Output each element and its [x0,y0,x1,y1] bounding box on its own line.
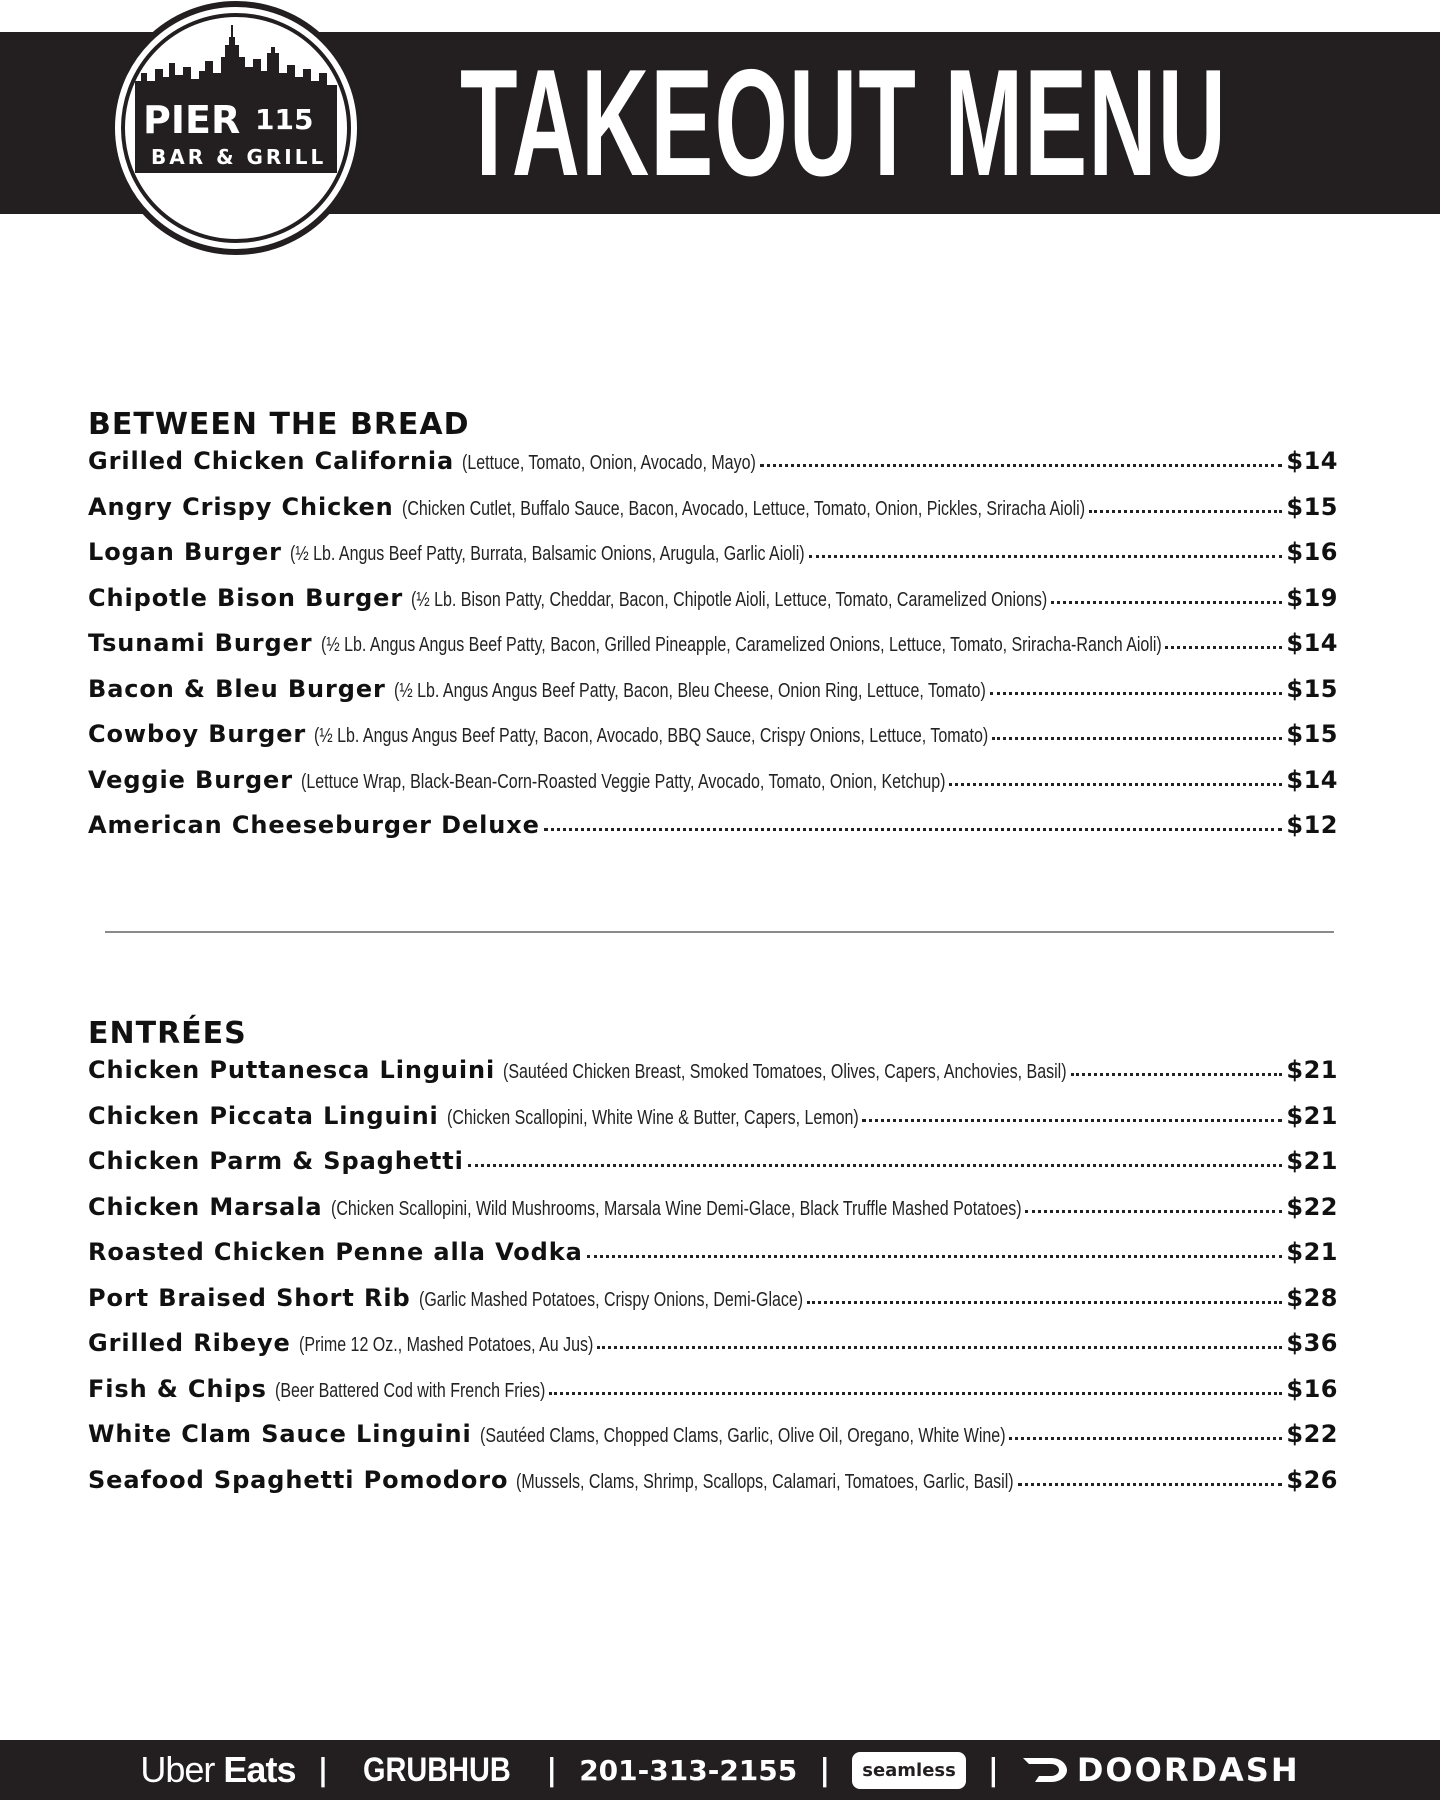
menu-item-name: Grilled Ribeye [88,1329,291,1357]
menu-item-price: $15 [1286,720,1338,748]
menu-item [88,1466,1338,1512]
menu-item-name: American Cheeseburger Deluxe [88,811,540,839]
section-between-the-bread [88,403,1338,857]
dotted-leader [468,1164,1283,1167]
menu-list [88,447,1338,857]
menu-item-description: (Sautéed Clams, Chopped Clams, Garlic, Olive Oil, Oregano, White Wine) [479,1425,1006,1447]
menu-item [88,538,1338,584]
dotted-leader [1165,646,1282,649]
menu-item-description-wrap [323,1198,1022,1221]
menu-item-name: Bacon & Bleu Burger [88,674,386,703]
menu-item-description-wrap [472,1425,1006,1448]
menu-item-name: Veggie Burger [88,765,293,794]
menu-item-price: $21 [1286,1056,1338,1084]
menu-item-name: Cowboy Burger [88,720,307,748]
menu-item-price: $26 [1286,1465,1338,1494]
dotted-leader [809,555,1283,558]
seamless-logo[interactable]: seamless [852,1752,966,1789]
menu-item-description-wrap [293,771,946,794]
menu-item [88,1102,1338,1148]
menu-item-price: $36 [1286,1329,1338,1357]
menu-item-name: Chicken Parm & Spaghetti [88,1147,464,1175]
menu-item-description-wrap [291,1334,593,1357]
section-divider [105,931,1334,933]
menu-item-description-wrap [313,634,1162,657]
menu-item-price: $16 [1286,538,1338,566]
menu-item [88,1420,1338,1466]
menu-item [88,629,1338,675]
menu-item-description: (Garlic Mashed Potatoes, Crispy Onions, Demi-Glace) [418,1288,803,1311]
menu-item [88,493,1338,539]
menu-item [88,447,1338,493]
menu-item-name: Logan Burger [88,538,282,566]
dotted-leader [1089,510,1283,513]
menu-item-description-wrap [439,1107,859,1130]
menu-item [88,1193,1338,1239]
menu-item-description: (½ Lb. Angus Angus Beef Patty, Bacon, Avocado, BBQ Sauce, Crispy Onions, Lettuce, Tomato) [314,725,989,747]
menu-list [88,1056,1338,1511]
doordash-logo-text: DOORDASH [1076,1751,1300,1789]
pier-115-logo [105,1,367,255]
dotted-leader [990,692,1283,695]
menu-item-price: $14 [1286,447,1338,475]
menu-item [88,811,1338,857]
menu-item-price: $16 [1286,1374,1338,1403]
menu-item-price: $22 [1286,1420,1338,1448]
menu-item-price: $21 [1286,1238,1338,1266]
menu-item-price: $14 [1286,765,1338,794]
menu-item [88,1375,1338,1421]
menu-item-name: Grilled Chicken California [88,447,455,475]
page-title: TAKEOUT MENU [460,38,1228,208]
dotted-leader [862,1119,1282,1122]
dotted-leader [1025,1210,1282,1213]
menu-item-description: (Chicken Cutlet, Buffalo Sauce, Bacon, Avocado, Lettuce, Tomato, Onion, Pickles, Sriracha Aioli) [401,497,1085,520]
uber-eats-logo[interactable] [140,1749,295,1791]
footer-separator: | [546,1752,558,1788]
dotted-leader [992,737,1282,740]
menu-item-description: (Lettuce, Tomato, Onion, Avocado, Mayo) [462,452,756,474]
menu-item-description-wrap [386,680,986,703]
menu-item-description: (Lettuce Wrap, Black-Bean-Corn-Roasted Veggie Patty, Avocado, Tomato, Onion, Ketchup) [300,770,946,793]
menu-item-description-wrap [267,1380,545,1403]
menu-item-price: $28 [1286,1283,1338,1312]
footer-separator: | [819,1752,831,1788]
menu-item [88,1329,1338,1375]
dotted-leader [1071,1073,1283,1076]
logo-name: PIER [143,98,241,142]
menu-item-price: $14 [1286,629,1338,657]
dotted-leader [544,828,1283,831]
menu-item-price: $21 [1286,1147,1338,1175]
menu-item [88,675,1338,721]
menu-item-description: (Chicken Scallopini, Wild Mushrooms, Marsala Wine Demi-Glace, Black Truffle Mashed Potatoes) [330,1197,1022,1220]
uber-eats-logo-text: Uber [140,1749,215,1790]
dotted-leader [587,1255,1283,1258]
dotted-leader [807,1301,1283,1304]
menu-item-name: Seafood Spaghetti Pomodoro [88,1465,509,1494]
dotted-leader [597,1346,1282,1349]
menu-item-description-wrap [508,1471,1014,1494]
menu-item-description: (Prime 12 Oz., Mashed Potatoes, Au Jus) [298,1334,594,1356]
menu-item [88,584,1338,630]
dotted-leader [949,783,1282,786]
menu-item-price: $15 [1286,674,1338,703]
menu-item-name: Chipotle Bison Burger [88,583,404,612]
section-entrees [88,1012,1338,1511]
menu-item-description-wrap [394,498,1085,521]
section-title: BETWEEN THE BREAD [88,407,470,442]
dotted-leader [1018,1483,1282,1486]
dotted-leader [1009,1437,1282,1440]
grubhub-logo[interactable]: GRUBHUB [363,1750,512,1789]
menu-item-name: Angry Crispy Chicken [88,492,394,521]
doordash-icon [1021,1756,1069,1784]
menu-item-description-wrap [454,452,756,475]
phone-number[interactable]: 201-313-2155 [579,1753,798,1787]
menu-item-name: Chicken Piccata Linguini [88,1101,439,1130]
menu-item-description: (½ Lb. Angus Angus Beef Patty, Bacon, Grilled Pineapple, Caramelized Onions, Lettuce, Tomato, Sriracha-Ranch Aioli) [320,634,1162,656]
menu-item-name: Fish & Chips [88,1374,267,1403]
menu-item-description-wrap [282,543,805,566]
menu-item-description-wrap [495,1061,1067,1084]
section-title: ENTRÉES [88,1016,247,1051]
menu-item-name: Chicken Puttanesca Linguini [88,1056,496,1084]
menu-item-description-wrap [306,725,988,748]
menu-item-price: $21 [1286,1101,1338,1130]
logo-number: 115 [255,103,314,136]
menu-item-name: Tsunami Burger [88,629,313,657]
menu-item-name: Roasted Chicken Penne alla Vodka [88,1238,583,1266]
footer-ordering-options [0,1740,1440,1800]
footer-separator: | [317,1752,329,1788]
menu-item-price: $15 [1286,492,1338,521]
dotted-leader [760,464,1282,467]
menu-item-description: (Mussels, Clams, Shrimp, Scallops, Calamari, Tomatoes, Garlic, Basil) [516,1470,1015,1493]
menu-item-name: Port Braised Short Rib [88,1283,411,1312]
menu-item-price: $22 [1286,1192,1338,1221]
menu-item [88,766,1338,812]
footer-bar [0,1740,1440,1800]
menu-item [88,1238,1338,1284]
menu-item-description: (½ Lb. Angus Angus Beef Patty, Bacon, Bleu Cheese, Onion Ring, Lettuce, Tomato) [393,679,986,702]
menu-item [88,720,1338,766]
menu-item-description: (½ Lb. Bison Patty, Cheddar, Bacon, Chipotle Aioli, Lettuce, Tomato, Caramelized Onions) [411,588,1048,611]
logo-subtitle: BAR & GRILL [151,145,327,169]
doordash-logo[interactable] [1021,1751,1300,1789]
menu-item-price: $12 [1286,811,1338,839]
dotted-leader [549,1392,1282,1395]
menu-item-description: (Chicken Scallopini, White Wine & Butter, Capers, Lemon) [446,1106,859,1129]
footer-separator: | [987,1752,999,1788]
menu-item-description: (½ Lb. Angus Beef Patty, Burrata, Balsamic Onions, Arugula, Garlic Aioli) [289,543,805,565]
menu-item-price: $19 [1286,583,1338,612]
menu-item-name: White Clam Sauce Linguini [88,1420,472,1448]
menu-item-description-wrap [411,1289,803,1312]
menu-item-description-wrap [403,589,1047,612]
menu-item [88,1147,1338,1193]
menu-item [88,1056,1338,1102]
menu-item-description: (Sautéed Chicken Breast, Smoked Tomatoes, Olives, Capers, Anchovies, Basil) [503,1061,1067,1083]
uber-eats-logo-bold: Eats [223,1749,296,1790]
menu-item-name: Chicken Marsala [88,1192,323,1221]
dotted-leader [1051,601,1282,604]
menu-item-description: (Beer Battered Cod with French Fries) [274,1379,546,1402]
menu-item [88,1284,1338,1330]
